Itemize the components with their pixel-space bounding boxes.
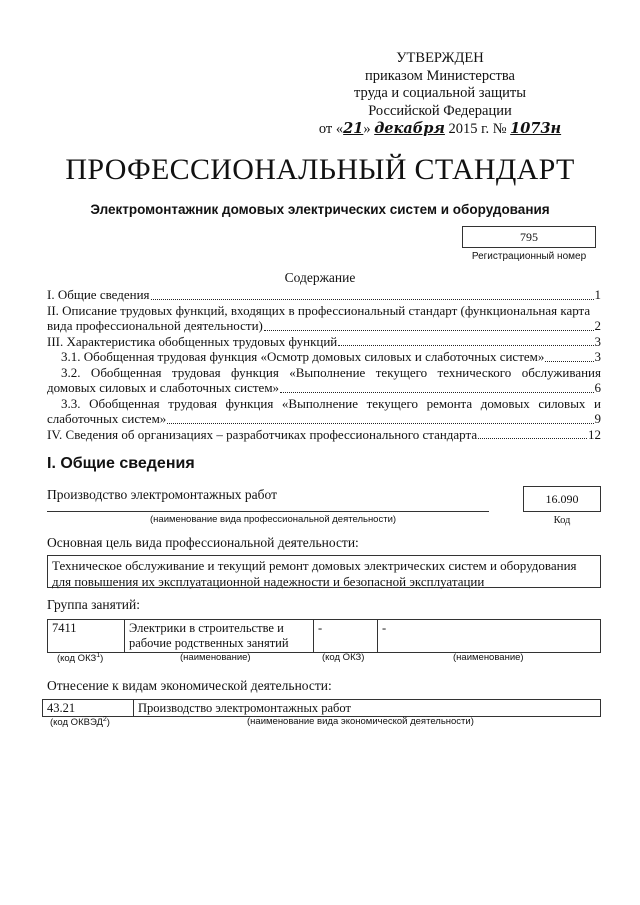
toc-item[interactable]: 3.2. Обобщенная трудовая функция «Выполнение текущего технического обслуживания домовых силовых и слаботочных систем» 6 [47, 364, 601, 395]
goal-text-line2: для повышения их эксплуатационной надежности и безопасной эксплуатации [52, 573, 485, 589]
toc-item[interactable]: 3.1. Обобщенная трудовая функция «Осмотр домовых силовых и слаботочных систем» 3 [61, 349, 601, 364]
okved-code-cell: 43.21 [43, 700, 134, 717]
okved-name-cell: Производство электромонтажных работ [134, 700, 601, 717]
toc-item[interactable]: II. Описание трудовых функций, входящих в профессиональный стандарт (функциональная карта вида профессиональной деятельности) 2 [47, 302, 601, 333]
okz-name-caption-2: (наименование) [453, 652, 524, 663]
goal-label: Основная цель вида профессиональной деятельности: [47, 535, 359, 550]
okz-code-cell-2: - [314, 620, 378, 653]
toc-item[interactable]: 3.3. Обобщенная трудовая функция «Выполнение текущего ремонта домовых силовых и слаботочных систем» 9 [47, 395, 601, 426]
table-of-contents [47, 287, 601, 442]
page-title: ПРОФЕССИОНАЛЬНЫЙ СТАНДАРТ [65, 153, 575, 186]
activity-underline [47, 511, 489, 512]
goal-text-line1: Техническое обслуживание и текущий ремонт домовых электрических систем и оборудования [52, 558, 577, 573]
activity-code-label: Код [553, 515, 571, 526]
approval-year: 2015 г. № [448, 121, 507, 137]
okz-code-caption-2: (код ОКЗ) [322, 652, 365, 663]
okz-code-caption: (код ОКЗ$^1$) [57, 652, 104, 665]
toc-item[interactable]: IV. Сведения об организациях – разработчиках профессионального стандарта 12 [47, 426, 601, 442]
toc-item[interactable]: I. Общие сведения 1 [47, 287, 601, 302]
activity-caption: (наименование вида профессиональной деятельности) [150, 514, 397, 525]
approval-month: декабря [374, 120, 445, 137]
approval-number: 1073н [510, 120, 562, 137]
registration-number-label: Регистрационный номер [471, 251, 587, 262]
okved-label: Отнесение к видам экономической деятельности: [47, 678, 332, 693]
okz-name-cell: Электрики в строительстве и рабочие родственных занятий [125, 620, 314, 653]
approval-day: 21 [343, 120, 364, 137]
okz-code-cell: 7411 [48, 620, 125, 653]
activity-name: Производство электромонтажных работ [47, 487, 277, 502]
toc-title: Содержание [284, 270, 356, 285]
approval-title: УТВЕРЖДЕН [396, 50, 484, 66]
occupation-group-table [47, 619, 601, 653]
okz-name-caption: (наименование) [180, 652, 251, 663]
table-row [43, 700, 601, 717]
approval-line-country: Российской Федерации [368, 102, 512, 119]
approval-block [300, 50, 580, 139]
activity-code-box: 16.090 [523, 486, 601, 512]
table-row [48, 620, 601, 653]
okved-name-caption: (наименование вида экономической деятельности) [247, 716, 474, 727]
occupation-group-label: Группа занятий: [47, 597, 140, 612]
approval-line-order: приказом Министерства [365, 67, 515, 84]
section-title: I. Общие сведения [47, 455, 195, 472]
registration-number-box: 795 [462, 226, 596, 248]
standard-subtitle: Электромонтажник домовых электрических систем и оборудования [90, 202, 550, 217]
okved-table [42, 699, 601, 717]
approval-line-ministry: труда и социальной защиты [354, 85, 526, 101]
toc-item[interactable]: III. Характеристика обобщенных трудовых функций 3 [47, 333, 601, 349]
okved-code-caption: (код ОКВЭД$^2$) [50, 716, 110, 729]
approval-date-line: от «21» декабря 2015 г. № 1073н [318, 120, 562, 137]
goal-box [47, 555, 601, 588]
okz-name-cell-2: - [378, 620, 601, 653]
